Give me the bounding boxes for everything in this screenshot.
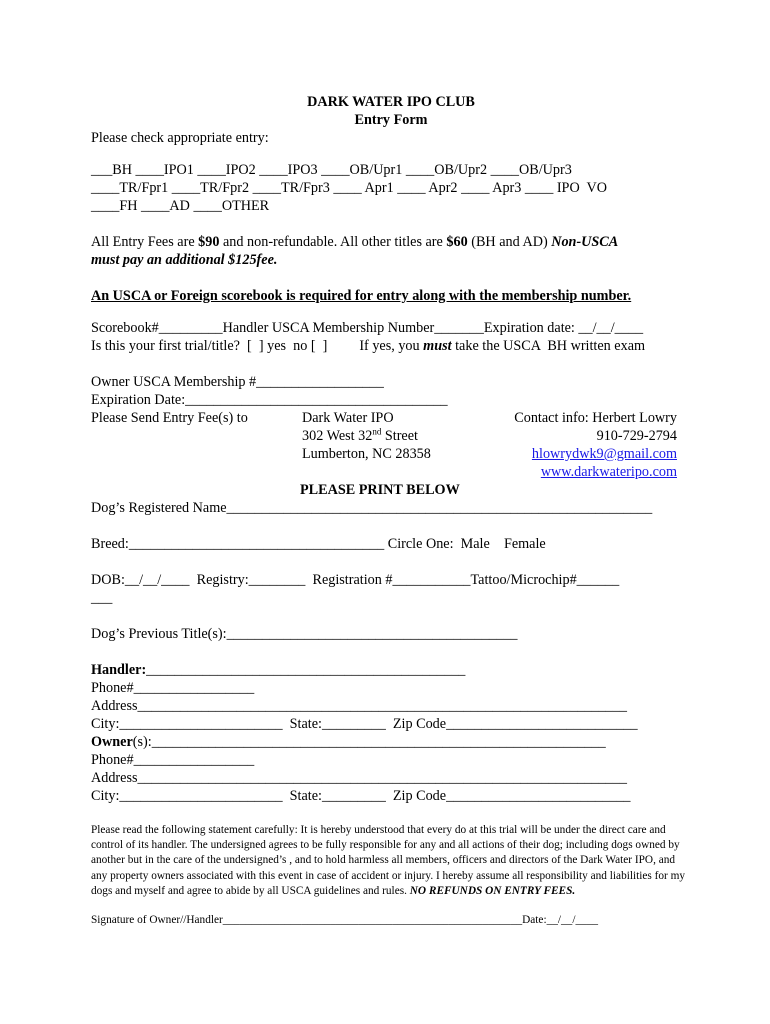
email-link[interactable]: hlowrydwk9@gmail.com — [531, 446, 677, 462]
handler-name-field[interactable]: Handler:_____________________________________________ — [91, 662, 466, 678]
breed-field[interactable]: Breed:____________________________________ Circle One: Male Female — [91, 536, 546, 552]
entry-row-3: ____FH ____AD ____OTHER — [91, 198, 270, 214]
owner-city-field[interactable]: City:_______________________ State:_________ Zip Code__________________________ — [91, 788, 631, 804]
contact-info: Contact info: Herbert Lowry 910-729-2794 hlowrydwk9@gmail.com www.darkwateripo.com — [514, 410, 677, 480]
owner-name-field[interactable]: Owner(s):________________________________________________________________ — [91, 734, 606, 750]
send-fees-block — [91, 409, 691, 481]
owner-membership-line: Owner USCA Membership #__________________ — [91, 374, 384, 390]
entry-prompt: Please check appropriate entry: — [91, 130, 269, 146]
print-below-heading: PLEASE PRINT BELOW — [300, 482, 460, 498]
dob-registry-field[interactable]: DOB:__/__/____ Registry:________ Registration #___________Tattoo/Microchip#______ — [91, 572, 620, 588]
handler-city-field[interactable]: City:_______________________ State:_________ Zip Code___________________________ — [91, 716, 638, 732]
send-label: Please Send Entry Fee(s) to — [91, 410, 248, 426]
dob-field-cont: ___ — [91, 590, 113, 606]
signature-line[interactable]: Signature of Owner//Handler_____________________________________________________Date:__/__/____ — [91, 914, 599, 927]
scorebook-notice: An USCA or Foreign scorebook is required for entry along with the membership number. — [91, 288, 632, 304]
owner-address-field[interactable]: Address_____________________________________________________________________ — [91, 770, 627, 786]
fees-text: All Entry Fees are $90 and non-refundable. All other titles are $60 (BH and AD) Non-USCA — [91, 234, 619, 250]
owner-phone-field[interactable]: Phone#_________________ — [91, 752, 255, 768]
website-link[interactable]: www.darkwateripo.com — [540, 464, 677, 480]
dog-name-field[interactable]: Dog’s Registered Name____________________________________________________________ — [91, 500, 653, 516]
club-title: DARK WATER IPO CLUB — [307, 94, 475, 110]
entry-form — [91, 93, 691, 928]
scorebook-line: Scorebook#_________Handler USCA Membership Number_______Expiration date: __/__/____ — [91, 320, 644, 336]
form-title: Entry Form — [354, 112, 428, 128]
previous-titles-field[interactable]: Dog’s Previous Title(s):_________________________________________ — [91, 626, 518, 642]
fees-nonusca-text: must pay an additional $125fee. — [91, 252, 278, 268]
first-trial-line: Is this your first trial/title? [ ] yes no [ ] If yes, you must take the USCA BH written exam — [91, 338, 646, 354]
liability-statement: Please read the following statement carefully: It is hereby understood that every do at this trial will be under the direct care and control of its handler. The undersigned agrees to be fully responsible for any and all actions of their dog; including dogs owned by another but in the care of the undersigned’s , and to hold harmless all members, officers and directors of the Dark Water IPO, and any property owners associated with this event in case of accident or injury. I hereby assume all responsibility and liabilities for my dogs and myself and agree to abide by all USCA guidelines and rules. NO REFUNDS ON ENTRY FEES. — [91, 824, 686, 897]
handler-address-field[interactable]: Address_____________________________________________________________________ — [91, 698, 627, 714]
mailing-address: Dark Water IPO 302 West 32nd Street Lumberton, NC 28358 — [302, 410, 431, 462]
expiration-line: Expiration Date:_____________________________________ — [91, 392, 448, 408]
entry-row-1: ___BH ____IPO1 ____IPO2 ____IPO3 ____OB/Upr1 ____OB/Upr2 ____OB/Upr3 — [91, 162, 572, 178]
entry-row-2: ____TR/Fpr1 ____TR/Fpr2 ____TR/Fpr3 ____ Apr1 ____ Apr2 ____ Apr3 ____ IPO VO — [91, 180, 608, 196]
handler-phone-field[interactable]: Phone#_________________ — [91, 680, 255, 696]
